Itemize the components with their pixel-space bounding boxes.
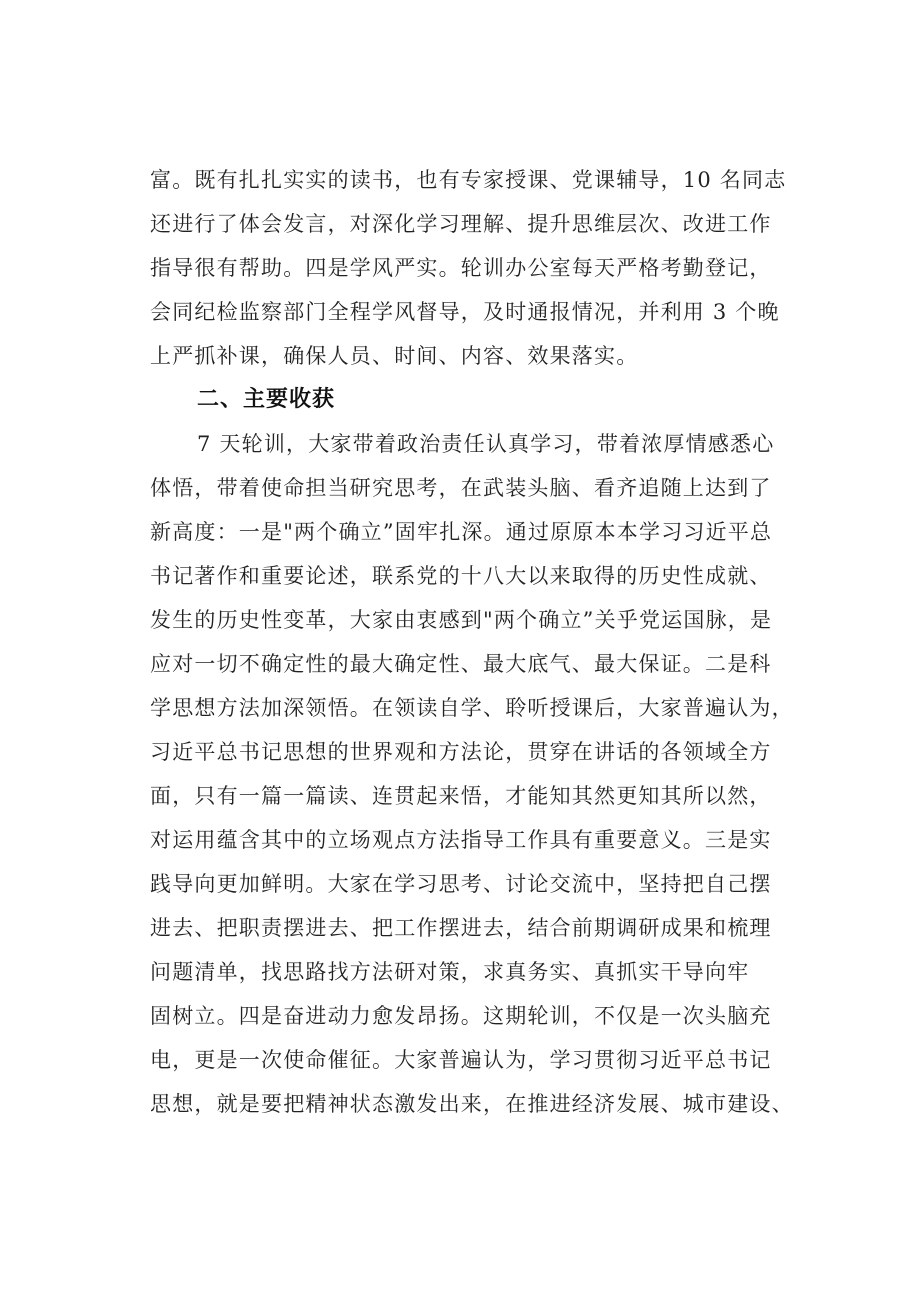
text-line: 7 天轮训，大家带着政治责任认真学习，带着浓厚情感悉心 bbox=[197, 432, 775, 456]
text-line: 指导很有帮助。四是学风严实。轮训办公室每天严格考勤登记， bbox=[150, 256, 772, 280]
text-line: 富。既有扎扎实实的读书，也有专家授课、党课辅导，10 名同志 bbox=[150, 168, 787, 192]
text-line: 践导向更加鲜明。大家在学习思考、讨论交流中，坚持把自己摆 bbox=[150, 872, 772, 896]
text-line: 进去、把职责摆进去、把工作摆进去，结合前期调研成果和梳理 bbox=[150, 916, 772, 940]
text-line: 思想，就是要把精神状态激发出来，在推进经济发展、城市建设、 bbox=[150, 1092, 794, 1116]
text-line: 体悟，带着使命担当研究思考，在武装头脑、看齐追随上达到了 bbox=[150, 476, 772, 500]
text-line: 新高度：一是"两个确立”固牢扎深。通过原原本本学习习近平总 bbox=[150, 520, 773, 544]
text-line: 会同纪检监察部门全程学风督导，及时通报情况，并利用 3 个晚 bbox=[150, 300, 780, 324]
text-line: 发生的历史性变革，大家由衷感到"两个确立”关乎党运国脉，是 bbox=[150, 608, 773, 632]
text-line: 上严抓补课，确保人员、时间、内容、效果落实。 bbox=[150, 344, 639, 368]
section-heading: 二、主要收获 bbox=[197, 387, 336, 412]
text-line: 习近平总书记思想的世界观和方法论，贯穿在讲话的各领域全方 bbox=[150, 740, 772, 764]
text-line: 应对一切不确定性的最大确定性、最大底气、最大保证。二是科 bbox=[150, 652, 772, 676]
text-line: 面，只有一篇一篇读、连贯起来悟，才能知其然更知其所以然， bbox=[150, 784, 772, 808]
text-line: 电，更是一次使命催征。大家普遍认为，学习贯彻习近平总书记 bbox=[150, 1048, 772, 1072]
text-line: 学思想方法加深领悟。在领读自学、聆听授课后，大家普遍认为， bbox=[150, 696, 794, 720]
text-line: 对运用蕴含其中的立场观点方法指导工作具有重要意义。三是实 bbox=[150, 828, 772, 852]
text-line: 固树立。四是奋进动力愈发昂扬。这期轮训，不仅是一次头脑充 bbox=[150, 1004, 772, 1028]
text-line: 问题清单，找思路找方法研对策，求真务实、真抓实干导向牢 bbox=[150, 960, 750, 984]
text-line: 书记著作和重要论述，联系党的十八大以来取得的历史性成就、 bbox=[150, 564, 772, 588]
text-line: 还进行了体会发言，对深化学习理解、提升思维层次、改进工作 bbox=[150, 212, 772, 236]
